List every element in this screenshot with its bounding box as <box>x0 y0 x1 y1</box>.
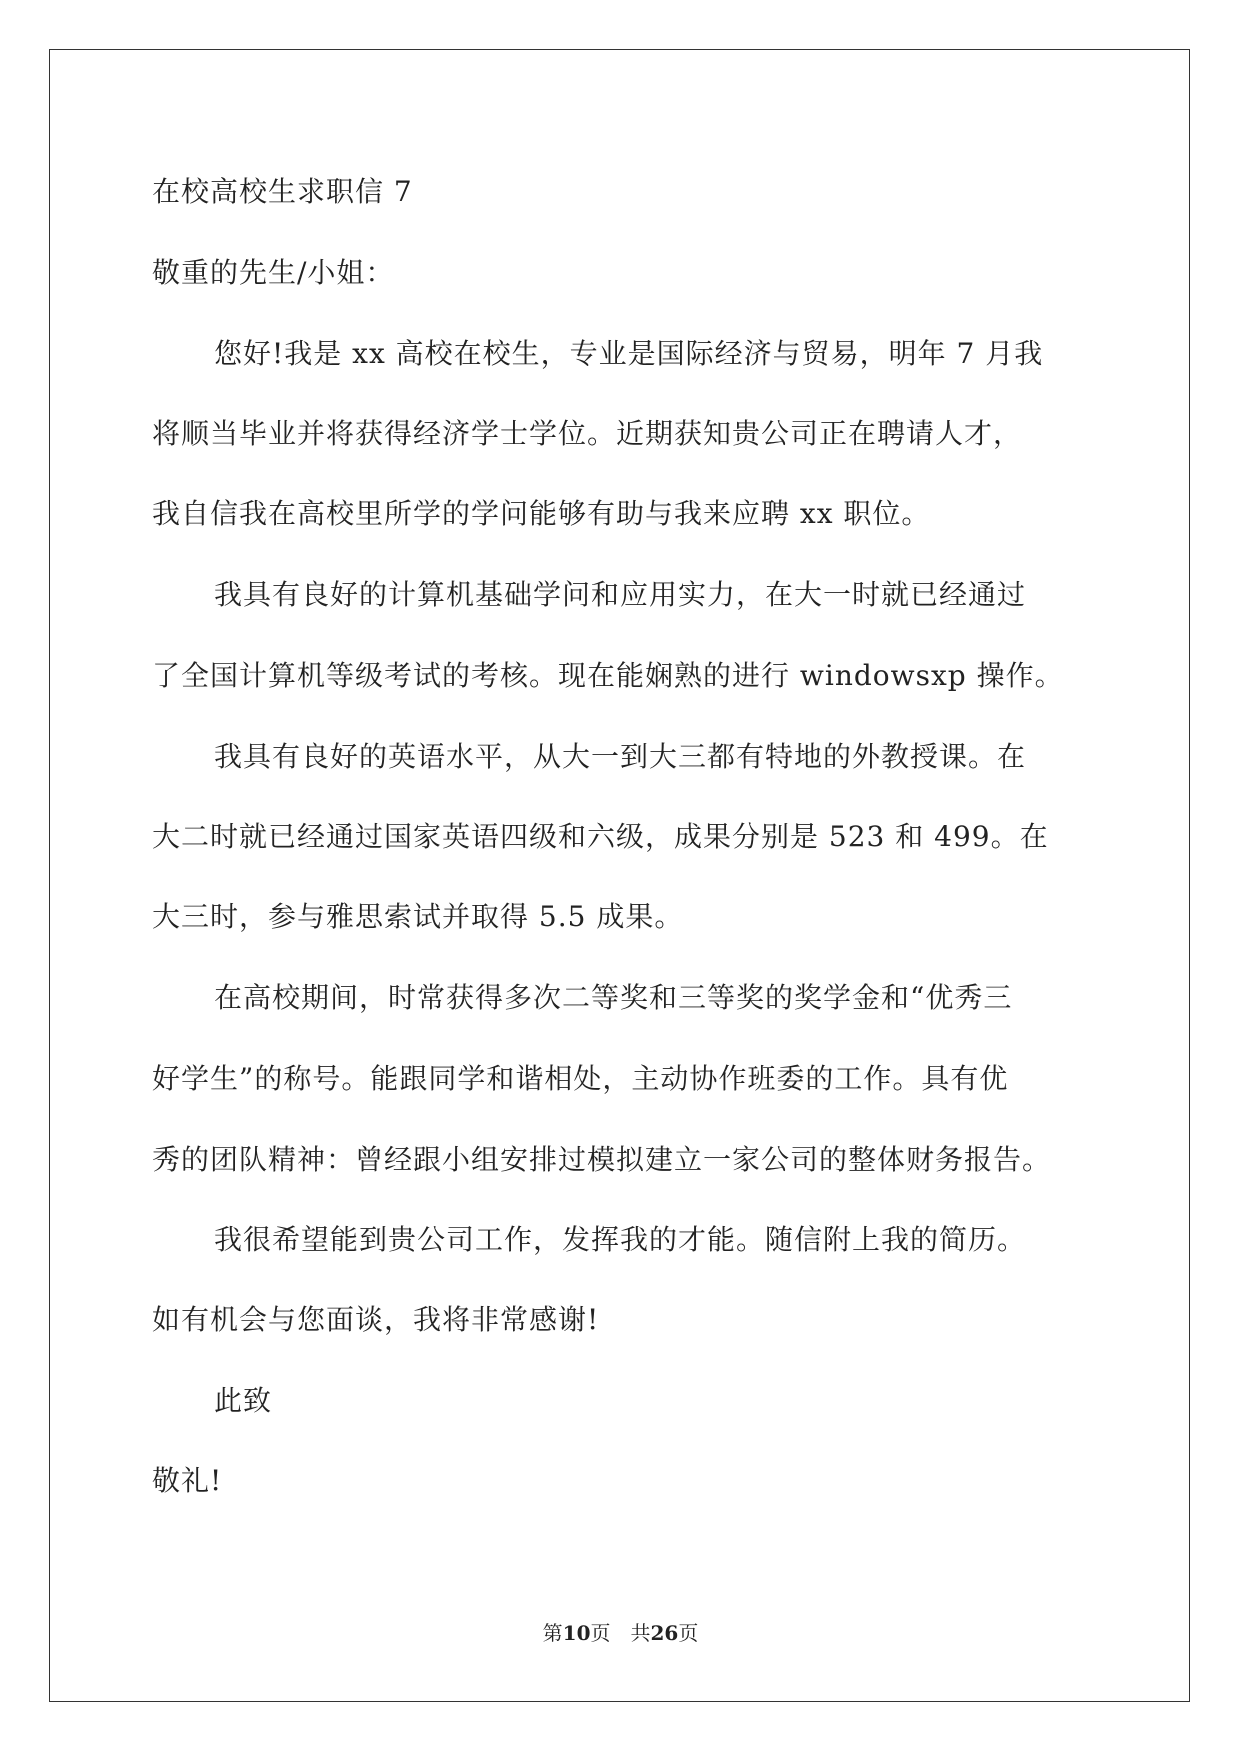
body-line: 大三时，参与雅思索试并取得 5.5 成果。 <box>152 900 684 933</box>
body-line: 如有机会与您面谈，我将非常感谢! <box>152 1303 600 1336</box>
body-line: 您好!我是 xx 高校在校生，专业是国际经济与贸易，明年 7 月我 <box>214 337 1044 370</box>
page-number: 10 <box>562 1621 591 1645</box>
total-pages: 26 <box>650 1621 679 1645</box>
page-prefix: 第 <box>542 1621 563 1645</box>
letter-salutation: 敬重的先生/小姐： <box>152 256 395 289</box>
body-line: 我自信我在高校里所学的学问能够有助与我来应聘 xx 职位。 <box>152 497 931 530</box>
letter-title: 在校高校生求职信 7 <box>152 175 413 208</box>
body-line: 在高校期间，时常获得多次二等奖和三等奖的奖学金和“优秀三 <box>214 981 1013 1014</box>
page-suffix: 页 <box>590 1621 611 1645</box>
page-footer <box>0 1620 1241 1646</box>
body-line: 好学生”的称号。能跟同学和谐相处，主动协作班委的工作。具有优 <box>152 1062 1009 1095</box>
letter-closing: 此致 <box>214 1384 273 1417</box>
body-line: 了全国计算机等级考试的考核。现在能娴熟的进行 windowsxp 操作。 <box>152 659 1064 692</box>
page-border <box>49 49 1190 1702</box>
body-line: 我具有良好的计算机基础学问和应用实力，在大一时就已经通过 <box>214 578 1027 611</box>
body-line: 将顺当毕业并将获得经济学士学位。近期获知贵公司正在聘请人才， <box>152 417 1023 450</box>
total-suffix: 页 <box>678 1621 699 1645</box>
body-line: 我很希望能到贵公司工作，发挥我的才能。随信附上我的简历。 <box>214 1223 1027 1256</box>
body-line: 秀的团队精神：曾经跟小组安排过模拟建立一家公司的整体财务报告。 <box>152 1143 1052 1176</box>
body-line: 我具有良好的英语水平，从大一到大三都有特地的外教授课。在 <box>214 740 1027 773</box>
total-prefix: 共 <box>630 1621 651 1645</box>
letter-regards: 敬礼! <box>152 1464 223 1497</box>
body-line: 大二时就已经通过国家英语四级和六级，成果分别是 523 和 499。在 <box>152 820 1049 853</box>
